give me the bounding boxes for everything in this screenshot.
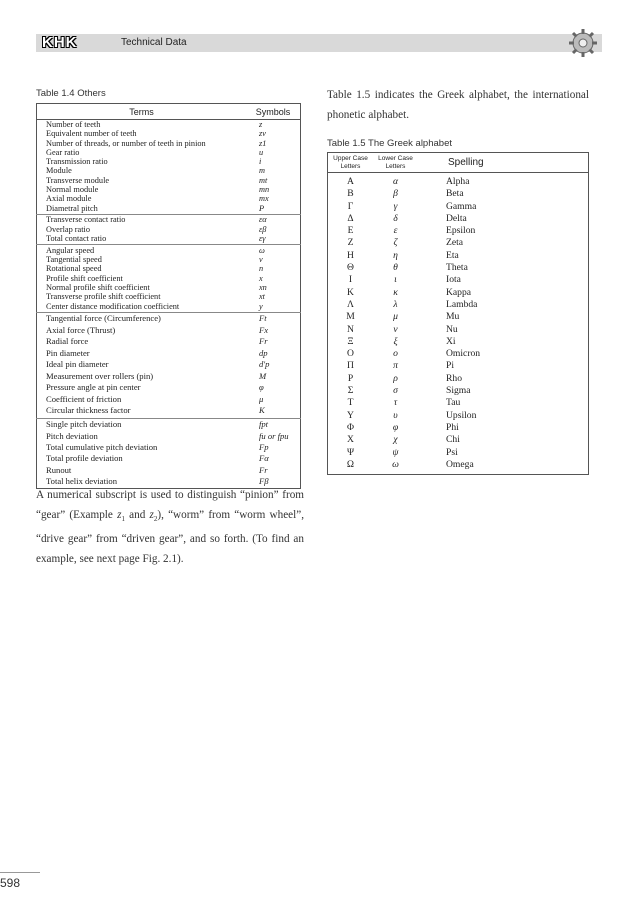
- gear-icon: [568, 28, 598, 58]
- symbol-cell: mx: [259, 194, 269, 204]
- spelling-cell: Mu: [446, 311, 460, 323]
- table-row: [37, 442, 301, 453]
- symbol-cell: εγ: [259, 234, 266, 244]
- upper-case-cell: Ω: [346, 458, 355, 470]
- symbol-cell: dp: [259, 347, 268, 358]
- term-cell: Pitch deviation: [46, 430, 98, 441]
- upper-case-cell: Ν: [347, 323, 354, 335]
- table-row: [328, 262, 589, 274]
- spelling-cell: Delta: [446, 212, 467, 224]
- table-row: [37, 302, 301, 313]
- table-row: [37, 185, 301, 194]
- upper-case-cell: Δ: [347, 212, 354, 224]
- lower-case-cell: χ: [393, 434, 398, 446]
- spelling-cell: Omega: [446, 458, 474, 470]
- symbol-cell: Fr: [259, 336, 268, 347]
- spelling-cell: Chi: [446, 434, 460, 446]
- table-row: [37, 325, 301, 337]
- upper-case-cell: Μ: [346, 311, 355, 323]
- symbol-cell: mn: [259, 185, 270, 195]
- table-row: [328, 299, 589, 311]
- lower-case-cell: π: [393, 360, 398, 372]
- table-row: [37, 348, 301, 360]
- spelling-cell: Kappa: [446, 286, 472, 298]
- term-cell: Pin diameter: [46, 347, 90, 358]
- terms-header: Terms: [37, 104, 247, 120]
- upper-case-cell: Ι: [348, 274, 353, 286]
- upper-case-cell: Λ: [347, 298, 354, 310]
- table-row: [37, 359, 301, 371]
- table-row: [328, 434, 589, 446]
- term-cell: Axial module: [46, 194, 92, 204]
- symbol-cell: i: [259, 157, 262, 167]
- lower-case-cell: φ: [392, 421, 399, 433]
- page-number-rule: [0, 872, 40, 873]
- symbol-cell: mt: [259, 175, 268, 185]
- table-row: [37, 465, 301, 476]
- table-row: [37, 418, 301, 430]
- upper-case-cell: Ζ: [347, 237, 354, 249]
- lower-case-cell: η: [393, 249, 398, 261]
- term-cell: Number of teeth: [46, 120, 101, 129]
- upper-case-cell: Π: [347, 360, 354, 372]
- symbol-cell: Ft: [246, 312, 301, 325]
- term-cell: Total contact ratio: [46, 234, 107, 244]
- table-row: [37, 139, 301, 148]
- table-row: [328, 173, 589, 189]
- lower-case-cell: δ: [393, 212, 398, 224]
- term-cell: Total cumulative pitch deviation: [46, 442, 158, 453]
- spelling-cell: Beta: [446, 188, 464, 200]
- upper-case-cell: Τ: [347, 397, 354, 409]
- spelling-header: Spelling: [418, 153, 589, 173]
- table-row: [37, 225, 301, 234]
- upper-case-cell: Ρ: [347, 372, 354, 384]
- term-cell: Total profile deviation: [46, 453, 123, 464]
- upper-case-cell: Κ: [347, 286, 354, 298]
- spelling-cell: Iota: [446, 274, 461, 286]
- symbol-cell: v: [259, 255, 263, 265]
- term-cell: Transverse contact ratio: [37, 214, 247, 224]
- symbol-cell: ω: [246, 245, 301, 255]
- lower-case-cell: υ: [393, 409, 398, 421]
- spelling-cell: Rho: [446, 372, 462, 384]
- symbol-cell: Fα: [259, 453, 269, 464]
- upper-case-cell: Ψ: [346, 446, 355, 458]
- table-row: [328, 237, 589, 249]
- spelling-cell: Zeta: [446, 237, 464, 249]
- upper-case-cell: Γ: [347, 200, 354, 212]
- table-row: [37, 157, 301, 166]
- symbol-cell: y: [259, 301, 263, 311]
- table-row: [328, 250, 589, 262]
- table-row: [37, 431, 301, 442]
- spelling-cell: Tau: [446, 397, 461, 409]
- lower-case-cell: ι: [394, 274, 397, 286]
- symbol-cell: εα: [246, 214, 301, 224]
- page-header: [36, 34, 602, 52]
- upper-case-cell: Χ: [347, 434, 354, 446]
- lower-case-cell: ε: [393, 225, 398, 237]
- table-row: [37, 194, 301, 203]
- term-cell: Equivalent number of teeth: [46, 129, 137, 139]
- table-row: [328, 447, 589, 459]
- symbol-cell: Fβ: [259, 475, 269, 486]
- term-cell: Transverse profile shift coefficient: [46, 292, 161, 302]
- symbol-cell: fpt: [246, 418, 301, 430]
- table-row: [328, 385, 589, 397]
- term-cell: Runout: [46, 464, 72, 475]
- upper-case-cell: Η: [347, 249, 354, 261]
- upper-case-cell: Σ: [347, 385, 354, 397]
- term-cell: Measurement over rollers (pin): [46, 370, 154, 381]
- term-cell: Profile shift coefficient: [46, 273, 123, 283]
- spelling-cell: Lambda: [446, 298, 478, 310]
- table-row: [328, 397, 589, 409]
- table-row: [37, 166, 301, 175]
- term-cell: Tangential speed: [46, 255, 102, 265]
- term-cell: Axial force (Thrust): [46, 324, 116, 335]
- term-cell: Center distance modification coefficient: [46, 301, 180, 311]
- spelling-cell: Omicron: [446, 348, 481, 360]
- term-cell: Normal module: [46, 185, 99, 195]
- spelling-cell: Upsilon: [446, 409, 477, 421]
- table-row: [37, 336, 301, 348]
- table-row: [37, 234, 301, 245]
- greek-intro: Table 1.5 indicates the Greek alphabet, the international phonetic alphabet.: [327, 89, 589, 121]
- page-number: 598: [0, 876, 21, 890]
- table-row: [37, 129, 301, 138]
- spelling-cell: Theta: [446, 262, 468, 274]
- upper-case-cell: Ε: [347, 225, 354, 237]
- table-row: [328, 422, 589, 434]
- upper-case-header: Upper Case Letters: [328, 153, 374, 173]
- table-row: [328, 188, 589, 200]
- symbols-header: Symbols: [246, 104, 301, 120]
- spelling-cell: Eta: [446, 249, 459, 261]
- table-row: [328, 324, 589, 336]
- spelling-cell: Xi: [446, 335, 456, 347]
- greek-alphabet-table: [327, 152, 589, 475]
- table-row: [328, 311, 589, 323]
- term-cell: Pressure angle at pin center: [46, 382, 141, 393]
- spelling-cell: Psi: [446, 446, 458, 458]
- table-row: [328, 287, 589, 299]
- table-row: [37, 264, 301, 273]
- table-row: [37, 120, 301, 130]
- lower-case-cell: τ: [393, 397, 398, 409]
- lower-case-cell: α: [392, 176, 399, 187]
- symbol-cell: x: [259, 273, 263, 283]
- symbol-cell: φ: [259, 382, 264, 393]
- term-cell: Transverse module: [46, 175, 110, 185]
- table-row: [328, 373, 589, 385]
- table-row: [37, 245, 301, 255]
- symbol-cell: d'p: [259, 359, 270, 370]
- term-cell: Rotational speed: [46, 264, 102, 274]
- symbol-cell: μ: [259, 393, 264, 404]
- upper-case-cell: Θ: [347, 262, 354, 274]
- term-cell: Ideal pin diameter: [46, 359, 109, 370]
- term-cell: Coefficient of friction: [46, 393, 122, 404]
- table-row: [328, 410, 589, 422]
- table14-caption: Table 1.4 Others: [36, 88, 106, 99]
- lower-case-cell: θ: [393, 262, 398, 274]
- table-row: [37, 204, 301, 215]
- lower-case-cell: μ: [393, 311, 398, 323]
- subscript-note: A numerical subscript is used to distinguish “pinion” from “gear” (Example $z_1$ and $z_2$), “worm” from “worm wheel”, “drive gear” from “driven gear”, and so forth. (To find an example, see next page Fig. 2.1).: [36, 489, 305, 566]
- term-cell: Overlap ratio: [46, 224, 91, 234]
- spelling-cell: Epsilon: [446, 225, 476, 237]
- lower-case-header: Lower Case Letters: [373, 153, 418, 173]
- term-cell: Single pitch deviation: [37, 418, 247, 430]
- khk-logo: KHK: [42, 34, 78, 51]
- upper-case-cell: Ο: [347, 348, 354, 360]
- term-cell: Radial force: [46, 336, 89, 347]
- table-row: [37, 292, 301, 301]
- symbol-cell: Fx: [259, 324, 269, 335]
- spelling-cell: Pi: [446, 360, 455, 372]
- symbol-cell: m: [259, 166, 265, 176]
- lower-case-cell: σ: [393, 385, 398, 397]
- term-cell: Angular speed: [37, 245, 247, 255]
- table-row: [328, 213, 589, 225]
- spelling-cell: Gamma: [446, 200, 477, 212]
- term-cell: Normal profile shift coefficient: [46, 283, 150, 293]
- upper-case-cell: Β: [347, 188, 354, 200]
- lower-case-cell: ψ: [392, 446, 399, 458]
- symbol-cell: xt: [259, 292, 265, 302]
- symbol-cell: fu or fpu: [259, 430, 289, 441]
- table-row: [37, 255, 301, 264]
- table-row: [37, 371, 301, 383]
- spelling-cell: Nu: [446, 323, 458, 335]
- table-row: [37, 176, 301, 185]
- table-row: [328, 201, 589, 213]
- symbol-cell: Fr: [259, 464, 268, 475]
- symbol-cell: P: [259, 203, 265, 213]
- term-cell: Diametral pitch: [46, 203, 98, 213]
- term-cell: Tangential force (Circumference): [37, 312, 247, 325]
- lower-case-cell: ξ: [393, 335, 398, 347]
- table-row: [37, 394, 301, 406]
- lower-case-cell: ν: [393, 323, 398, 335]
- term-cell: Module: [46, 166, 72, 176]
- others-table: [36, 103, 301, 489]
- term-cell: Transmission ratio: [46, 157, 108, 167]
- term-cell: Circular thickness factor: [46, 405, 131, 416]
- symbol-cell: xn: [259, 283, 267, 293]
- table-row: [37, 405, 301, 418]
- spelling-cell: Sigma: [446, 385, 471, 397]
- table-row: [37, 148, 301, 157]
- table-row: [37, 382, 301, 394]
- table-row: [37, 274, 301, 283]
- term-cell: Number of threads, or number of teeth in pinion: [46, 138, 206, 148]
- table-row: [37, 214, 301, 224]
- table-row: [37, 453, 301, 464]
- table-row: [328, 348, 589, 360]
- upper-case-cell: Ξ: [347, 335, 354, 347]
- table-row: [328, 459, 589, 475]
- table15-caption: Table 1.5 The Greek alphabet: [327, 138, 452, 149]
- lower-case-cell: ζ: [393, 237, 398, 249]
- symbol-cell: u: [259, 147, 264, 157]
- header-title: Technical Data: [121, 37, 187, 48]
- lower-case-cell: ω: [392, 458, 399, 470]
- spelling-cell: Phi: [446, 421, 459, 433]
- term-cell: Gear ratio: [46, 147, 80, 157]
- upper-case-cell: Α: [347, 176, 354, 187]
- lower-case-cell: ρ: [393, 372, 398, 384]
- upper-case-cell: Υ: [347, 409, 354, 421]
- table-row: [328, 225, 589, 237]
- spelling-cell: Alpha: [446, 176, 470, 187]
- table-row: [37, 283, 301, 292]
- symbol-cell: M: [259, 370, 267, 381]
- symbol-cell: z1: [259, 138, 267, 148]
- symbol-cell: εβ: [259, 224, 267, 234]
- lower-case-cell: γ: [393, 200, 398, 212]
- symbol-cell: Fp: [259, 442, 269, 453]
- upper-case-cell: Φ: [346, 421, 354, 433]
- lower-case-cell: κ: [393, 286, 398, 298]
- symbol-cell: z: [259, 120, 263, 129]
- term-cell: Total helix deviation: [46, 475, 117, 486]
- table-row: [328, 336, 589, 348]
- symbol-cell: n: [259, 264, 264, 274]
- lower-case-cell: β: [393, 188, 398, 200]
- lower-case-cell: λ: [393, 298, 398, 310]
- symbol-cell: K: [259, 405, 265, 416]
- table-row: [328, 360, 589, 372]
- lower-case-cell: ο: [393, 348, 398, 360]
- table-row: [37, 312, 301, 325]
- symbol-cell: zv: [259, 129, 266, 139]
- table-row: [328, 274, 589, 286]
